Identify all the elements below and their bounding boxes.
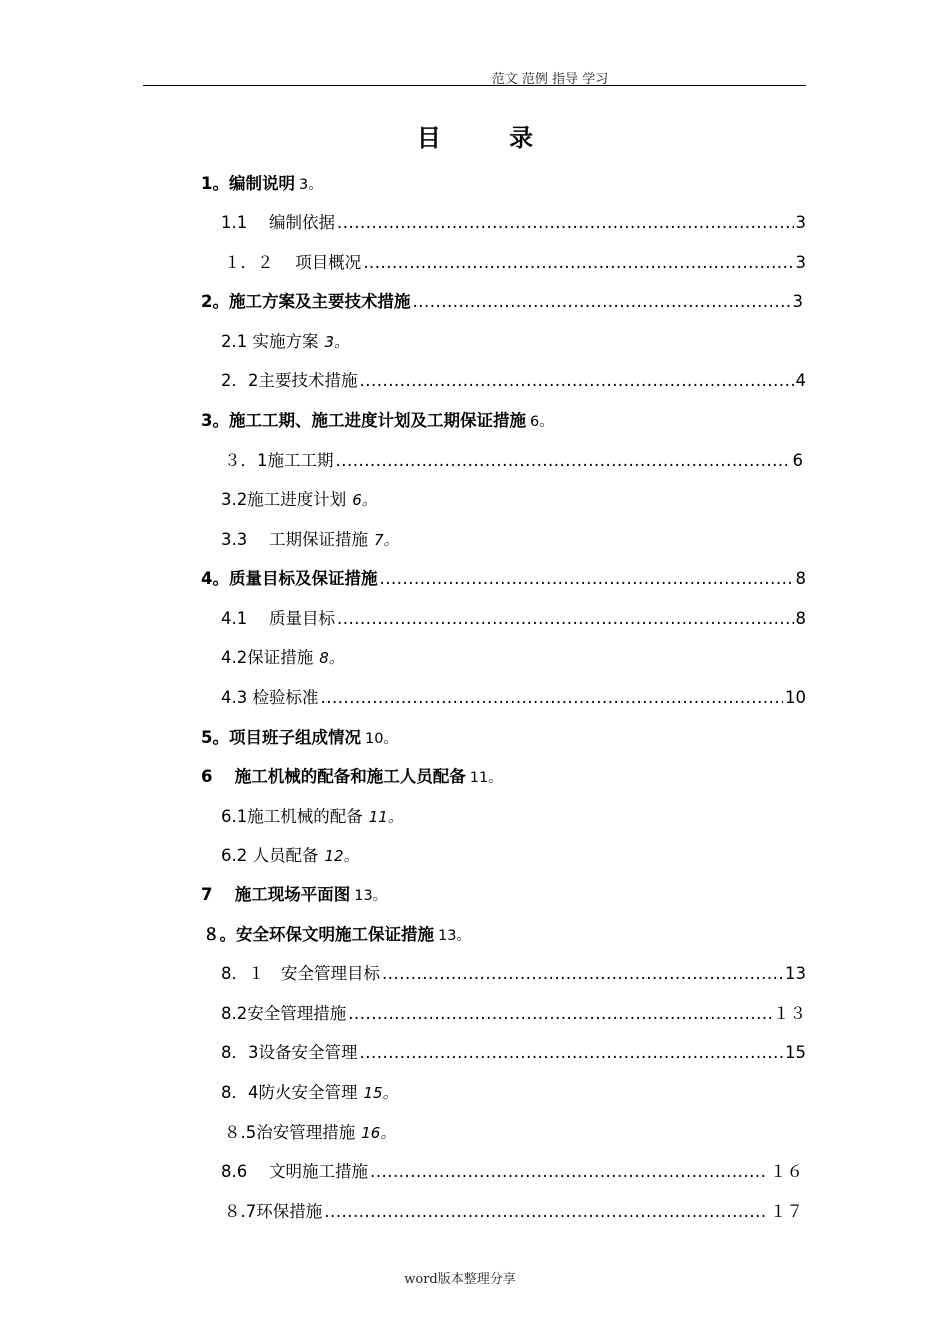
toc-entry-label: 8.6 文明施工措施 (221, 1162, 368, 1181)
toc-entry[interactable] (221, 1161, 803, 1183)
toc-entry[interactable] (221, 687, 806, 709)
toc-entry-page: 3。 (324, 333, 350, 351)
toc-entry-page: 15。 (363, 1084, 398, 1102)
toc-entry-page: 6。 (529, 414, 554, 430)
toc-entry-page: 10。 (364, 731, 398, 747)
toc-entry-label: 4.2保证措施 (221, 648, 314, 667)
toc-entry-label: ８。安全环保文明施工保证措施 (203, 925, 434, 944)
toc-entry-label: １．２ 项目概况 (224, 253, 362, 272)
toc-entry[interactable] (201, 410, 554, 433)
toc-entry[interactable] (201, 173, 323, 196)
toc-leader-dots (324, 1201, 768, 1223)
toc-leader-dots (379, 568, 793, 590)
toc-entry[interactable] (221, 1082, 398, 1104)
toc-entry-page: 3 (792, 292, 803, 311)
toc-entry-label: 6.1施工机械的配备 (221, 807, 363, 826)
toc-entry-label: ３．1施工工期 (224, 451, 334, 470)
toc-entry[interactable] (201, 884, 387, 907)
toc-entry-page: 6。 (352, 491, 377, 509)
toc-leader-dots (321, 687, 784, 709)
toc-entry[interactable] (224, 1201, 803, 1223)
toc-entry[interactable] (221, 529, 399, 551)
toc-entry[interactable] (224, 252, 806, 274)
toc-entry[interactable] (221, 1003, 806, 1025)
toc-entry[interactable] (224, 1122, 395, 1144)
toc-entry-page: １６ (770, 1162, 803, 1181)
toc-entry-page: 10 (785, 688, 806, 707)
toc-entry-label: 6 施工机械的配备和施工人员配备 (201, 767, 466, 786)
toc-leader-dots (382, 963, 783, 985)
toc-entry[interactable] (221, 845, 359, 867)
toc-entry-page: 13。 (354, 888, 388, 904)
toc-leader-dots (360, 1042, 784, 1064)
toc-entry-page: 8 (795, 609, 806, 628)
toc-entry[interactable] (201, 568, 806, 590)
toc-entry-label: 1.1 编制依据 (221, 213, 335, 232)
toc-entry-label: 8．4防火安全管理 (221, 1083, 358, 1102)
toc-entry[interactable] (201, 291, 803, 313)
toc-entry[interactable] (203, 924, 471, 947)
toc-entry-page: 3 (795, 213, 806, 232)
toc-entry-page: 11。 (469, 770, 503, 786)
toc-entry[interactable] (221, 806, 403, 828)
toc-leader-dots (337, 608, 794, 630)
toc-entry-label: 2．2主要技术措施 (221, 371, 358, 390)
toc-entry-page: 8 (795, 569, 806, 588)
toc-entry-label: 4.3 检验标准 (221, 688, 319, 707)
toc-entry-label: 2.1 实施方案 (221, 332, 319, 351)
toc-entry[interactable] (221, 331, 349, 353)
toc-entry-label: 4。质量目标及保证措施 (201, 569, 378, 588)
toc-entry-page: 4 (795, 371, 806, 390)
toc-entry-label: ８.7环保措施 (224, 1202, 323, 1221)
page-footer-text: word版本整理分享 (404, 1272, 516, 1287)
toc-entry-label: 7 施工现场平面图 (201, 885, 351, 904)
toc-entry-label: 3.2施工进度计划 (221, 490, 347, 509)
toc-entry-label: 5。项目班子组成情况 (201, 728, 361, 747)
toc-entry-label: 2。施工方案及主要技术措施 (201, 292, 411, 311)
toc-leader-dots (336, 450, 791, 472)
toc-title: 目 录 (416, 124, 564, 152)
toc-leader-dots (370, 1161, 768, 1183)
toc-entry-page: 15 (785, 1043, 806, 1062)
toc-entry-label: 8.2安全管理措施 (221, 1004, 347, 1023)
toc-entry-page: 16。 (361, 1124, 396, 1142)
toc-entry-page: 6 (792, 451, 803, 470)
toc-entry-page: 3。 (298, 177, 323, 193)
toc-leader-dots (412, 291, 790, 313)
toc-entry-label: 1。编制说明 (201, 174, 295, 193)
toc-entry-page: 11。 (368, 808, 403, 826)
toc-entry-page: 8。 (319, 649, 344, 667)
toc-entry-page: 12。 (324, 847, 359, 865)
toc-entry-label: ８.5治安管理措施 (224, 1123, 356, 1142)
toc-leader-dots (348, 1003, 771, 1025)
toc-leader-dots (337, 212, 794, 234)
toc-leader-dots (363, 252, 793, 274)
toc-entry-label: 3.3 工期保证措施 (221, 530, 368, 549)
toc-entry-page: 3 (795, 253, 806, 272)
toc-entry[interactable] (221, 963, 806, 985)
toc-entry-label: 3。施工工期、施工进度计划及工期保证措施 (201, 411, 526, 430)
toc-leader-dots (360, 370, 794, 392)
toc-entry-label: 8．3设备安全管理 (221, 1043, 358, 1062)
toc-entry-page: １３ (773, 1004, 806, 1023)
toc-entry[interactable] (201, 766, 503, 789)
toc-entry[interactable] (221, 489, 377, 511)
toc-entry-page: １７ (770, 1202, 803, 1221)
toc-entry-page: 13。 (438, 928, 471, 944)
toc-entry-page: 7。 (374, 531, 399, 549)
toc-entry-label: 4.1 质量目标 (221, 609, 335, 628)
toc-entry[interactable] (221, 647, 344, 669)
toc-entry[interactable] (201, 727, 398, 750)
toc-entry-label: 8．１ 安全管理目标 (221, 964, 380, 983)
page-header-text: 范文 范例 指导 学习 (491, 72, 609, 87)
toc-entry[interactable] (224, 450, 803, 472)
toc-entry[interactable] (221, 608, 806, 630)
toc-entry-label: 6.2 人员配备 (221, 846, 319, 865)
toc-entry-page: 13 (785, 964, 806, 983)
toc-entry[interactable] (221, 370, 806, 392)
toc-entry[interactable] (221, 212, 806, 234)
toc-entry[interactable] (221, 1042, 806, 1064)
